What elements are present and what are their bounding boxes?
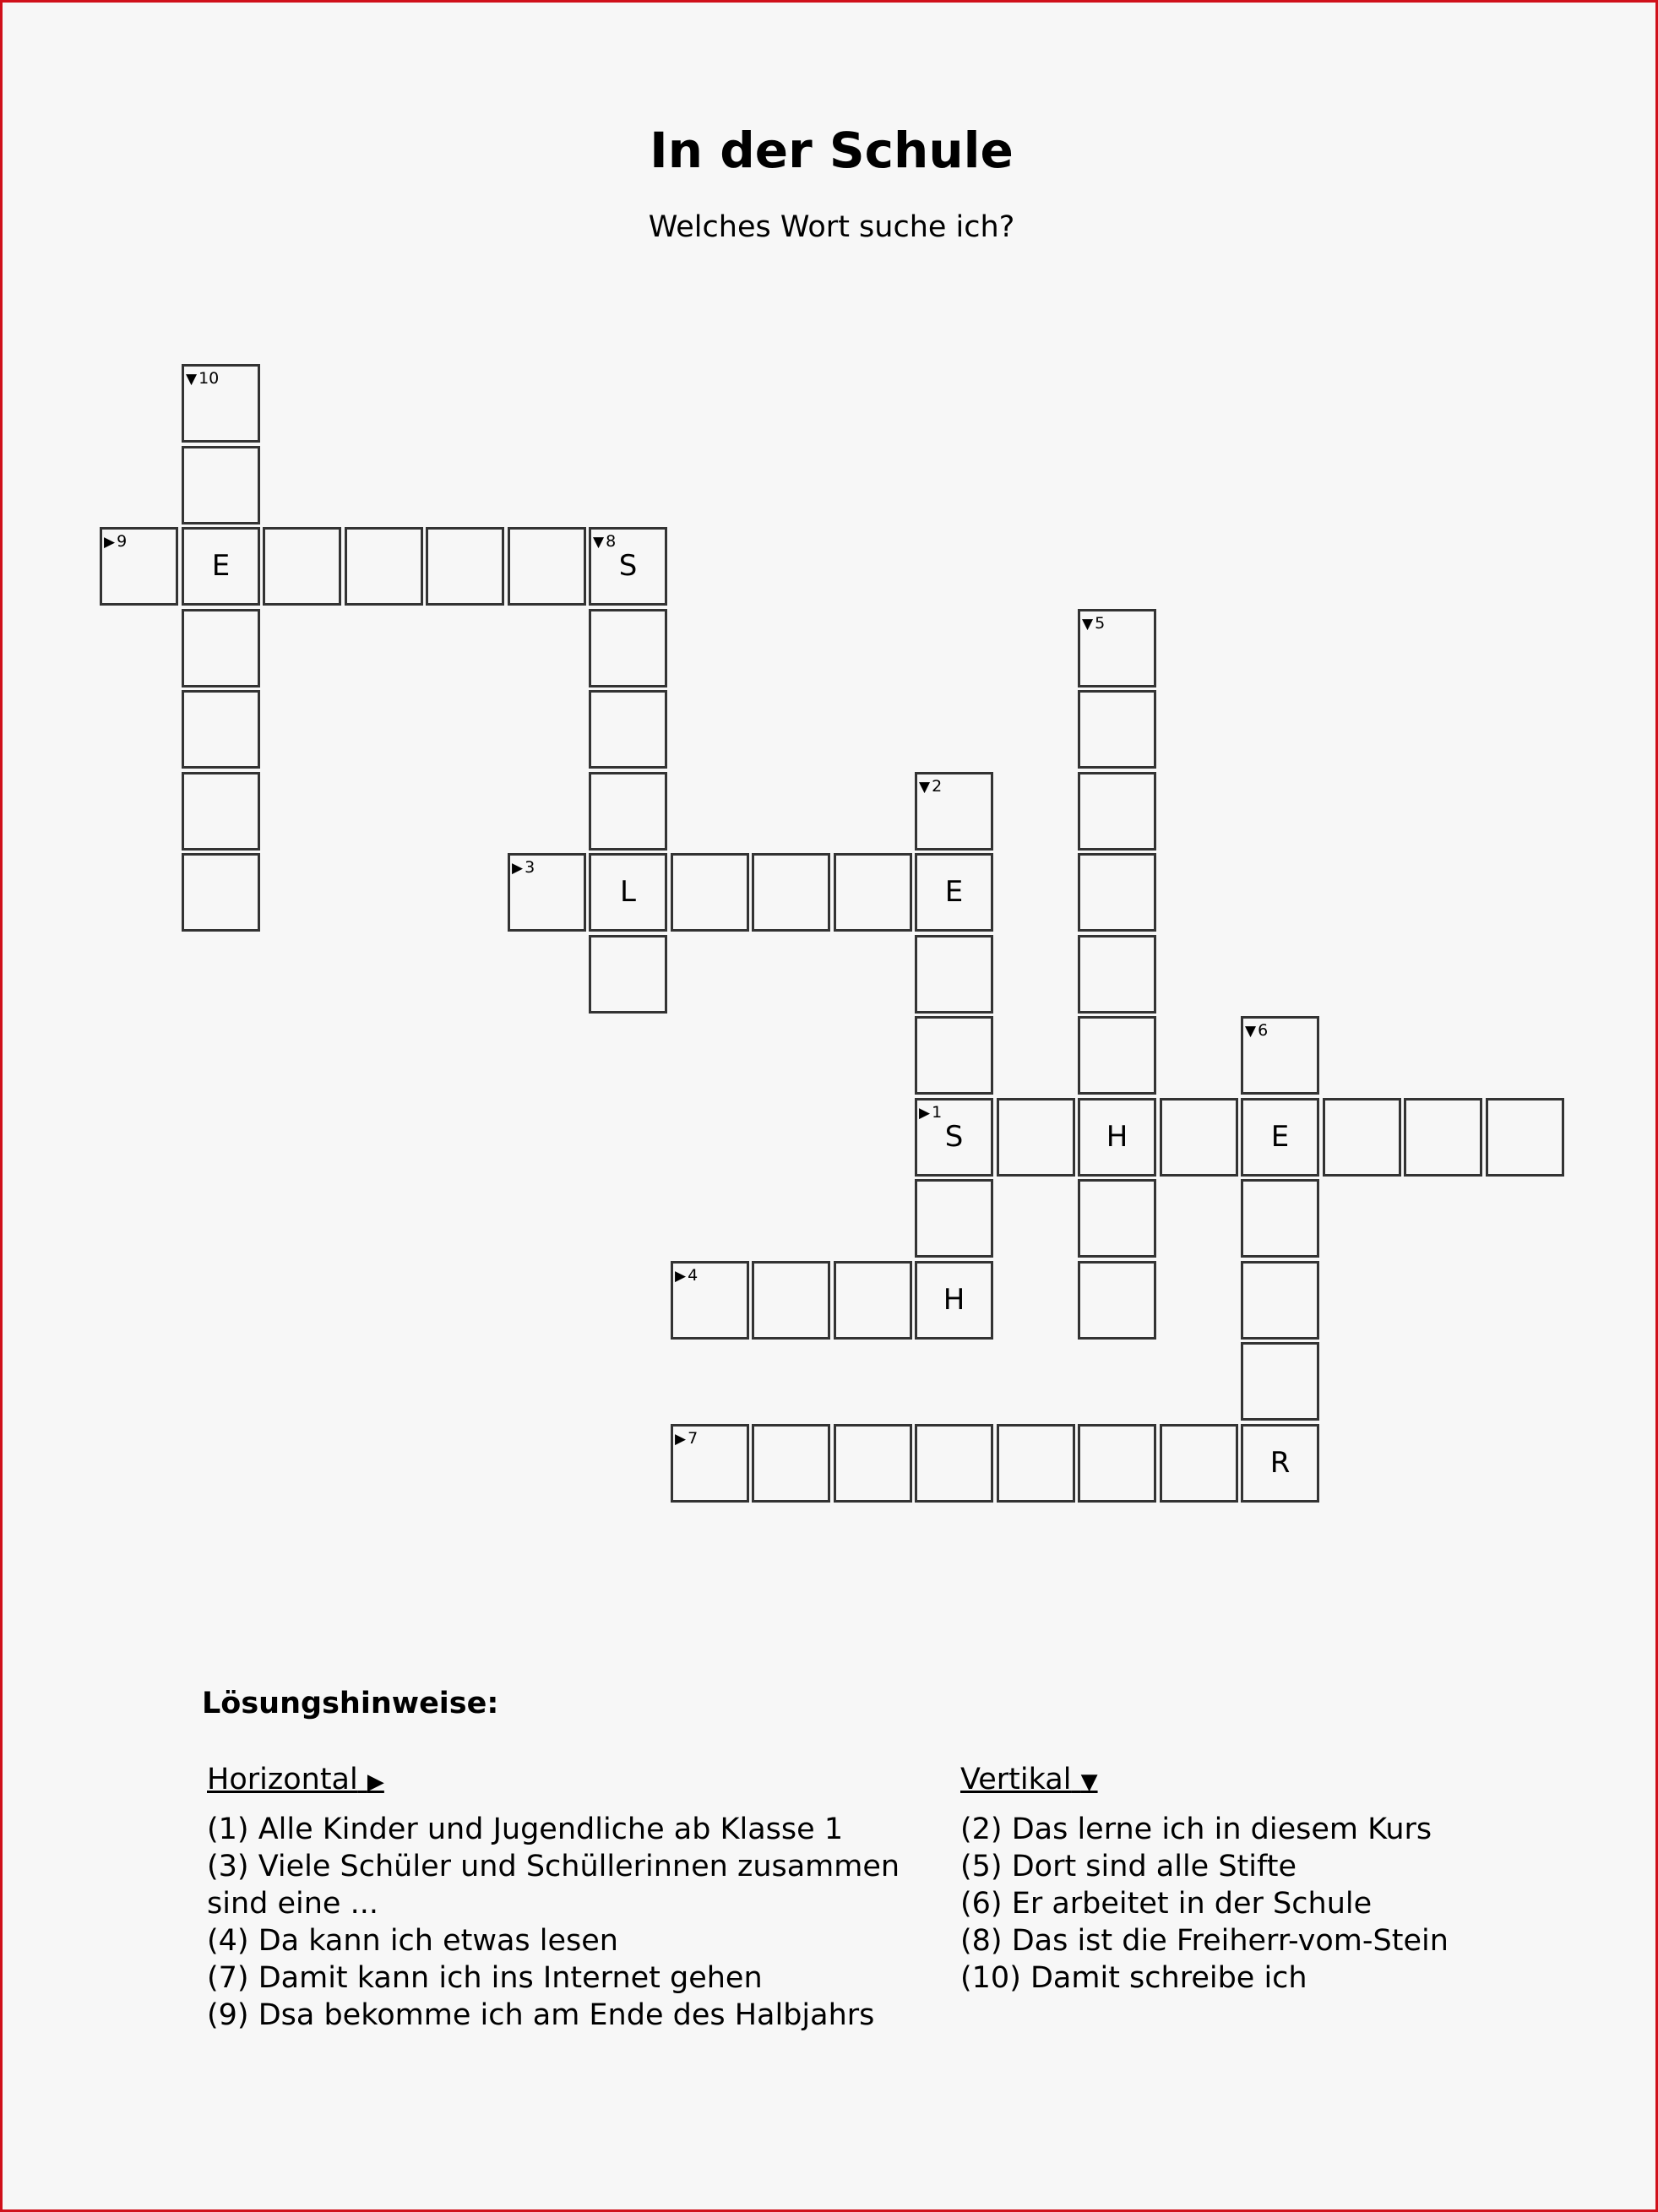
clue-number — [593, 533, 616, 551]
clue-number-label: 9 — [117, 532, 128, 551]
clue-number-label: 6 — [1258, 1021, 1269, 1040]
crossword-cell[interactable] — [182, 772, 260, 851]
arrow-down-icon: ▼ — [593, 534, 605, 551]
given-letter: H — [943, 1283, 965, 1317]
crossword-cell[interactable] — [915, 853, 993, 932]
crossword-cell[interactable] — [1241, 1016, 1319, 1095]
clues-heading: Lösungshinweise: — [202, 1687, 499, 1720]
clue-number-label: 2 — [932, 777, 943, 796]
crossword-cell[interactable] — [1241, 1424, 1319, 1503]
arrow-right-icon: ▶ — [104, 534, 116, 551]
crossword-cell[interactable] — [1078, 1179, 1156, 1258]
given-letter: H — [1106, 1120, 1128, 1154]
arrow-down-icon: ▼ — [186, 371, 198, 388]
crossword-cell[interactable] — [834, 853, 912, 932]
crossword-cell[interactable] — [589, 609, 667, 688]
crossword-cell[interactable] — [1241, 1342, 1319, 1421]
crossword-cell[interactable] — [915, 935, 993, 1014]
clue-number-label: 3 — [525, 858, 535, 877]
given-letter: E — [944, 875, 964, 909]
page-title: In der Schule — [650, 122, 1014, 179]
vertical-label: Vertikal — [960, 1763, 1072, 1796]
crossword-cell[interactable] — [263, 527, 341, 606]
clue-number — [675, 1267, 698, 1285]
clue-number — [675, 1430, 698, 1448]
clue-number — [512, 859, 535, 877]
clue-item: (1) Alle Kinder und Jugendliche ab Klasse 1 — [207, 1813, 844, 1846]
given-letter: S — [618, 549, 638, 583]
clue-item: (6) Er arbeitet in der Schule — [960, 1887, 1373, 1921]
given-letter: E — [1270, 1120, 1290, 1154]
crossword-cell[interactable] — [915, 1179, 993, 1258]
crossword-cell[interactable] — [915, 1261, 993, 1340]
crossword-cell[interactable] — [1078, 1261, 1156, 1340]
crossword-cell[interactable] — [1078, 853, 1156, 932]
given-letter: E — [211, 549, 231, 583]
clue-number — [1082, 615, 1105, 633]
given-letter: L — [620, 875, 636, 909]
arrow-right-icon: ▶ — [919, 1105, 931, 1122]
clue-item: (7) Damit kann ich ins Internet gehen — [207, 1961, 763, 1995]
crossword-cell[interactable] — [997, 1424, 1075, 1503]
crossword-cell[interactable] — [182, 853, 260, 932]
clue-number-label: 10 — [198, 369, 220, 388]
crossword-cell[interactable] — [1323, 1098, 1401, 1177]
given-letter: R — [1269, 1446, 1291, 1480]
arrow-right-icon: ▶ — [675, 1268, 687, 1285]
clue-item: (3) Viele Schüler und Schüllerinnen zusammen sind eine ... — [207, 1850, 900, 1921]
crossword-cell[interactable] — [182, 527, 260, 606]
crossword-cell[interactable] — [508, 527, 586, 606]
crossword-cell[interactable] — [100, 527, 178, 606]
arrow-down-icon: ▼ — [1080, 1769, 1098, 1795]
crossword-cell[interactable] — [834, 1261, 912, 1340]
crossword-cell[interactable] — [834, 1424, 912, 1503]
arrow-down-icon: ▼ — [919, 779, 931, 796]
crossword-cell[interactable] — [508, 853, 586, 932]
crossword-cell[interactable] — [182, 364, 260, 443]
arrow-right-icon: ▶ — [675, 1431, 687, 1448]
clue-item: (4) Da kann ich etwas lesen — [207, 1924, 618, 1958]
crossword-cell[interactable] — [1160, 1424, 1238, 1503]
crossword-cell[interactable] — [345, 527, 423, 606]
crossword-cell[interactable] — [1078, 1016, 1156, 1095]
crossword-cell[interactable] — [1078, 1424, 1156, 1503]
clue-item: (5) Dort sind alle Stifte — [960, 1850, 1297, 1883]
clue-number-label: 7 — [688, 1429, 699, 1448]
clue-number-label: 1 — [932, 1103, 943, 1122]
horizontal-label: Horizontal — [207, 1763, 358, 1796]
crossword-cell[interactable] — [1241, 1179, 1319, 1258]
clue-item: (8) Das ist die Freiherr-vom-Stein — [960, 1924, 1449, 1958]
crossword-cell[interactable] — [671, 1424, 749, 1503]
horizontal-clues — [207, 1761, 942, 2034]
crossword-cell[interactable] — [426, 527, 504, 606]
crossword-cell[interactable] — [671, 853, 749, 932]
crossword-cell[interactable] — [589, 527, 667, 606]
crossword-cell[interactable] — [1404, 1098, 1482, 1177]
page-subtitle: Welches Wort suche ich? — [648, 210, 1015, 244]
crossword-cell[interactable] — [1241, 1261, 1319, 1340]
crossword-cell[interactable] — [1160, 1098, 1238, 1177]
crossword-cell[interactable] — [1241, 1098, 1319, 1177]
clue-number — [1245, 1022, 1268, 1040]
crossword-cell[interactable] — [589, 690, 667, 769]
arrow-down-icon: ▼ — [1245, 1023, 1257, 1040]
clue-item: (2) Das lerne ich in diesem Kurs — [960, 1813, 1432, 1846]
clue-item: (9) Dsa bekomme ich am Ende des Halbjahrs — [207, 1998, 875, 2032]
crossword-cell[interactable] — [671, 1261, 749, 1340]
crossword-cell[interactable] — [182, 609, 260, 688]
arrow-right-icon: ▶ — [512, 860, 524, 877]
crossword-cell[interactable] — [1078, 935, 1156, 1014]
crossword-cell[interactable] — [589, 935, 667, 1014]
clue-number-label: 5 — [1095, 614, 1106, 633]
crossword-cell[interactable] — [1078, 1098, 1156, 1177]
arrow-down-icon: ▼ — [1082, 616, 1094, 633]
crossword-cell[interactable] — [182, 690, 260, 769]
crossword-cell[interactable] — [182, 446, 260, 524]
crossword-cell[interactable] — [1078, 772, 1156, 851]
crossword-cell[interactable] — [589, 772, 667, 851]
crossword-cell[interactable] — [752, 1424, 830, 1503]
clue-number — [186, 370, 219, 388]
crossword-cell[interactable] — [1078, 690, 1156, 769]
vertical-clues — [960, 1761, 1602, 1997]
clue-number-label: 4 — [688, 1266, 699, 1285]
clue-number — [919, 778, 942, 796]
crossword-cell[interactable] — [915, 1424, 993, 1503]
given-letter: S — [944, 1120, 964, 1154]
crossword-cell[interactable] — [752, 1261, 830, 1340]
crossword-cell[interactable] — [1486, 1098, 1564, 1177]
crossword-cell[interactable] — [589, 853, 667, 932]
horizontal-clues-heading — [207, 1761, 942, 1801]
crossword-cell[interactable] — [915, 772, 993, 851]
clue-item: (10) Damit schreibe ich — [960, 1961, 1307, 1995]
vertical-clues-heading — [960, 1761, 1602, 1801]
crossword-cell[interactable] — [752, 853, 830, 932]
crossword-cell[interactable] — [915, 1098, 993, 1177]
crossword-cell[interactable] — [1078, 609, 1156, 688]
crossword-cell[interactable] — [997, 1098, 1075, 1177]
arrow-right-icon: ▶ — [367, 1769, 384, 1795]
clue-number-label: 8 — [606, 532, 617, 551]
crossword-cell[interactable] — [915, 1016, 993, 1095]
clue-number — [919, 1104, 942, 1122]
clue-number — [104, 533, 127, 551]
